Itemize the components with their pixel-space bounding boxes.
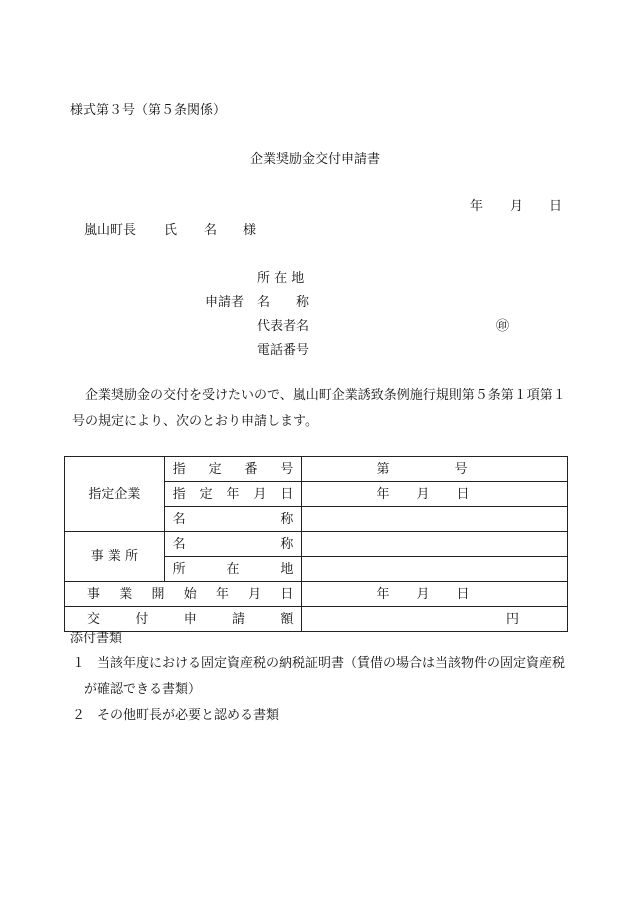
table-row bbox=[65, 457, 568, 482]
label-company-name: 名 称 bbox=[164, 507, 302, 532]
value-company-name[interactable] bbox=[302, 507, 568, 532]
applicant-name-label-1: 名 bbox=[257, 295, 271, 310]
applicant-phone-label: 電話番号 bbox=[257, 343, 310, 358]
value-office-location[interactable] bbox=[302, 557, 568, 582]
value-designation-date[interactable]: 年 月 日 bbox=[302, 482, 568, 507]
table-row bbox=[65, 582, 568, 607]
label-office-name: 名 称 bbox=[164, 532, 302, 557]
attachment-item: 当該年度における固定資産税の納税証明書（賃借の場合は当該物件の固定資産税が確認できる書類） bbox=[84, 656, 566, 697]
value-business-start-date[interactable]: 年 月 日 bbox=[302, 582, 568, 607]
body-paragraph: 企業奨励金の交付を受けたいので、嵐山町企業誘致条例施行規則第５条第１項第１号の規定により、次のとおり申請します。 bbox=[72, 388, 566, 429]
label-business-start-date: 事 業 開 始 年 月 日 bbox=[65, 582, 302, 607]
addressee-honorific: 様 bbox=[243, 223, 257, 238]
attachments-heading: 添付書類 bbox=[70, 631, 123, 646]
label-grant-amount: 交 付 申 請 額 bbox=[65, 607, 302, 632]
date-day-label: 日 bbox=[549, 199, 563, 214]
addressee-name-label-2: 名 bbox=[204, 223, 218, 238]
label-designation-date: 指 定 年 月 日 bbox=[164, 482, 302, 507]
addressee-name-label-1: 氏 bbox=[164, 223, 178, 238]
applicant-name-label-2: 称 bbox=[296, 295, 310, 310]
group-designated-company: 指定企業 bbox=[65, 457, 165, 532]
seal-mark-icon: ㊞ bbox=[496, 319, 510, 334]
attachment-number: １ bbox=[72, 656, 86, 671]
date-month-label: 月 bbox=[510, 199, 524, 214]
applicant-representative-label: 代表者名 bbox=[257, 319, 310, 334]
applicant-address-label: 所 在 地 bbox=[257, 271, 305, 286]
group-office: 事 業 所 bbox=[65, 532, 165, 582]
value-grant-amount[interactable]: 円 bbox=[302, 607, 568, 632]
attachment-item: その他町長が必要と認める書類 bbox=[97, 708, 280, 723]
table-row bbox=[65, 607, 568, 632]
form-number: 様式第３号（第５条関係） bbox=[70, 103, 227, 118]
value-designation-number[interactable]: 第 号 bbox=[302, 457, 568, 482]
value-office-name[interactable] bbox=[302, 532, 568, 557]
table-row bbox=[65, 532, 568, 557]
document-title: 企業奨励金交付申請書 bbox=[250, 152, 381, 167]
date-year-label: 年 bbox=[470, 199, 484, 214]
label-designation-number: 指 定 番 号 bbox=[164, 457, 302, 482]
attachment-number: ２ bbox=[72, 708, 86, 723]
label-office-location: 所 在 地 bbox=[164, 557, 302, 582]
application-table bbox=[64, 456, 568, 632]
applicant-label: 申請者 bbox=[205, 295, 245, 310]
addressee-mayor: 嵐山町長 bbox=[84, 223, 137, 238]
